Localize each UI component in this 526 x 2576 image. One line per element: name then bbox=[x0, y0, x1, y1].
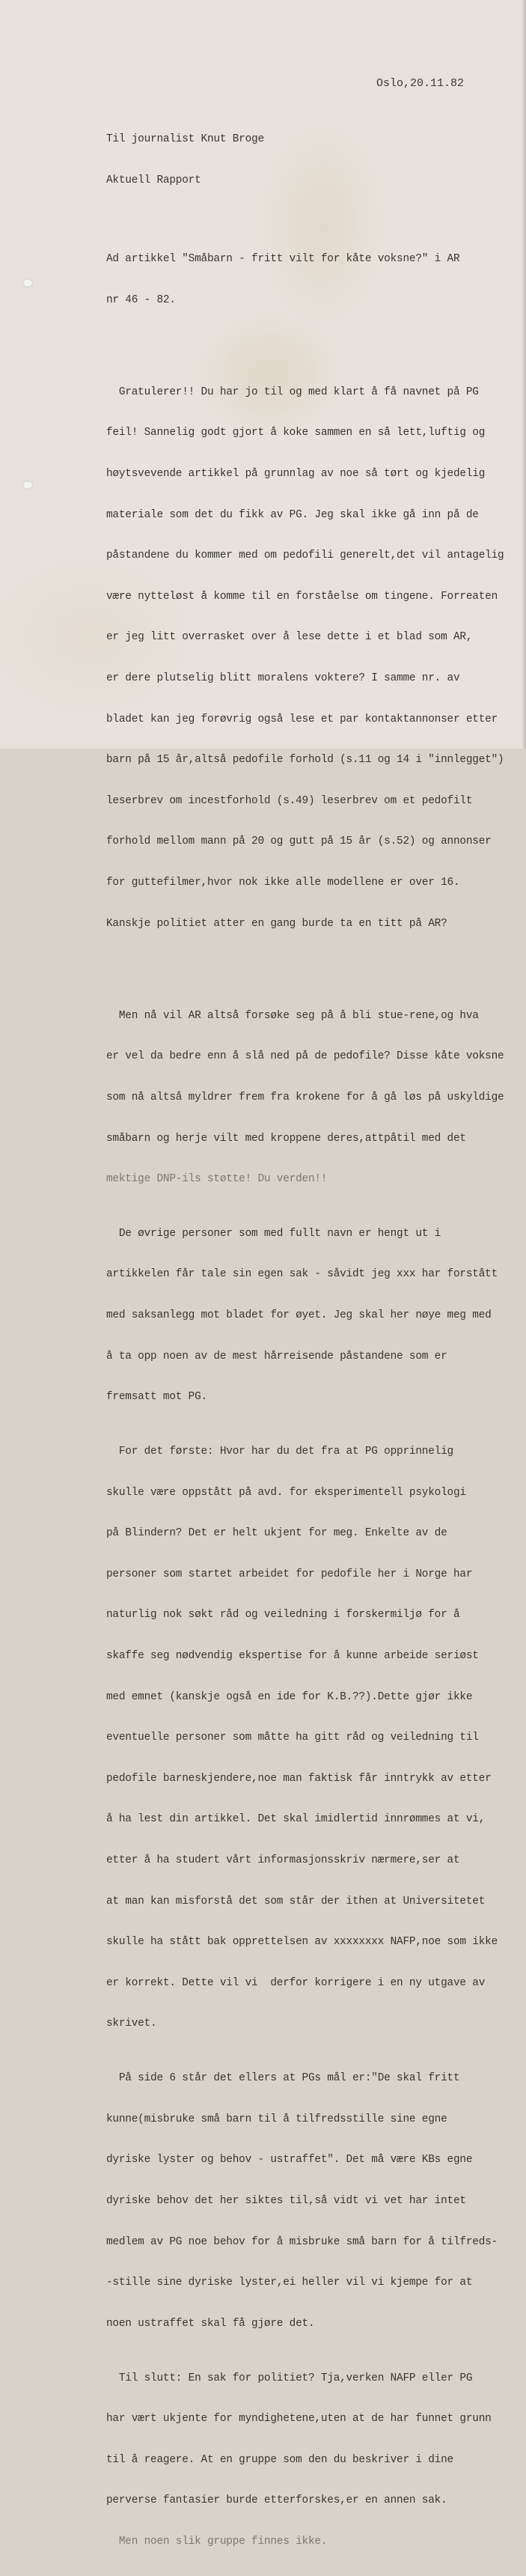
paragraph-4-line: å ha lest din artikkel. Det skal imidlertid innrømmes at vi, bbox=[106, 1813, 486, 1826]
punch-hole-icon bbox=[22, 481, 33, 490]
paragraph-4-line: er korrekt. Dette vil vi derfor korrigere i en ny utgave av bbox=[106, 1976, 486, 1989]
punch-hole-icon bbox=[22, 278, 33, 287]
paragraph-4-line: etter å ha studert vårt informasjonsskriv nærmere,ser at bbox=[106, 1854, 460, 1866]
paragraph-1-line: påstandene du kommer med om pedofili generelt,det vil antagelig bbox=[106, 549, 504, 562]
paragraph-6-line: har vært ukjente for myndighetene,uten at de har funnet grunn bbox=[106, 2413, 492, 2426]
paragraph-4-line: med emnet (kanskje også en ide for K.B.??).Dette gjør ikke bbox=[106, 1690, 473, 1703]
paragraph-4-line: at man kan misforstå det som står der ithen at Universitetet bbox=[106, 1895, 486, 1907]
page-edge-shadow bbox=[522, 0, 526, 749]
paragraph-2-line: Men nå vil AR altså forsøke seg på å bli stue-rene,og hva bbox=[106, 1009, 479, 1022]
paragraph-1-line: Kanskje politiet atter en gang burde ta en titt på AR? bbox=[106, 917, 447, 930]
paragraph-1-line: høytsvevende artikkel på grunnlag av noe så tørt og kjedelig bbox=[106, 467, 486, 480]
paragraph-2-line: mektige DNP-ils støtte! Du verden!! bbox=[106, 1173, 328, 1186]
paragraph-5-line: medlem av PG noe behov for å misbruke små barn for å tilfreds- bbox=[106, 2235, 498, 2248]
paragraph-4-line: skulle ha stått bak opprettelsen av xxxxxxxx NAFP,noe som ikke bbox=[106, 1936, 498, 1949]
paragraph-1-line: for guttefilmer,hvor nok ikke alle modellene er over 16. bbox=[106, 876, 460, 889]
paragraph-4-line: For det første: Hvor har du det fra at PG opprinnelig bbox=[106, 1446, 453, 1458]
recipient-line: Aktuell Rapport bbox=[106, 174, 201, 186]
paragraph-4-line: skrivet. bbox=[106, 2018, 157, 2030]
paragraph-6-line: Til slutt: En sak for politiet? Tja,verken NAFP eller PG bbox=[106, 2372, 473, 2384]
paragraph-3-line: De øvrige personer som med fullt navn er hengt ut i bbox=[106, 1227, 441, 1240]
paragraph-5-line: dyriske behov det her siktes til,så vidt vi vet har intet bbox=[106, 2194, 466, 2207]
paragraph-5-line: dyriske lyster og behov - ustraffet". Det må være KBs egne bbox=[106, 2154, 473, 2167]
paragraph-1-line: være nytteløst å komme til en forståelse om tingene. Forreaten bbox=[106, 590, 498, 603]
paragraph-1-line: materiale som det du fikk av PG. Jeg skal ikke gå inn på de bbox=[106, 508, 479, 521]
recipient-line: Til journalist Knut Broge bbox=[106, 133, 264, 146]
paragraph-5-line: noen ustraffet skal få gjøre det. bbox=[106, 2317, 315, 2330]
paragraph-4-line: på Blindern? Det er helt ukjent for meg. Enkelte av de bbox=[106, 1527, 447, 1540]
paragraph-1-line: er dere plutselig blitt moralens voktere? I samme nr. av bbox=[106, 672, 460, 684]
paragraph-4-line: eventuelle personer som måtte ha gitt råd og veiledning til bbox=[106, 1732, 479, 1744]
subject-line: Ad artikkel "Småbarn - fritt vilt for kåte voksne?" i AR bbox=[106, 253, 460, 265]
paragraph-3-line: å ta opp noen av de mest hårreisende påstandene som er bbox=[106, 1350, 447, 1362]
paragraph-1-line: Gratulerer!! Du har jo til og med klart å få navnet på PG bbox=[106, 386, 479, 398]
paragraph-4-line: naturlig nok søkt råd og veiledning i forskermiljø for å bbox=[106, 1609, 460, 1622]
letter-body bbox=[106, 106, 510, 2576]
paragraph-4-line: skulle være oppstått på avd. for eksperimentell psykologi bbox=[106, 1486, 466, 1499]
paragraph-6-line: perverse fantasier burde etterforskes,er en annen sak. bbox=[106, 2494, 447, 2507]
letter-date: Oslo,20.11.82 bbox=[376, 77, 465, 90]
paragraph-5-line: kunne(misbruke små barn til å tilfredsstille sine egne bbox=[106, 2113, 447, 2125]
paragraph-5-line: På side 6 står det ellers at PGs mål er:"De skal fritt bbox=[106, 2072, 460, 2085]
paragraph-1-line: forhold mellom mann på 20 og gutt på 15 år (s.52) og annonser bbox=[106, 835, 492, 848]
paragraph-4-line: skaffe seg nødvendig ekspertise for å kunne arbeide seriøst bbox=[106, 1650, 479, 1663]
paragraph-2-line: som nå altså myldrer frem fra krokene for å gå løs på uskyldige bbox=[106, 1091, 504, 1103]
paragraph-1-line: leserbrev om incestforhold (s.49) leserbrev om et pedofilt bbox=[106, 794, 473, 807]
paragraph-1-line: bladet kan jeg forøvrig også lese et par kontaktannonser etter bbox=[106, 713, 498, 725]
paragraph-3-line: artikkelen får tale sin egen sak - såvidt jeg xxx har forstått bbox=[106, 1268, 498, 1281]
paragraph-1-line: feil! Sannelig godt gjort å koke sammen en så lett,luftig og bbox=[106, 427, 486, 439]
paragraph-1-line: barn på 15 år,altså pedofile forhold (s.11 og 14 i "innlegget") bbox=[106, 754, 504, 767]
paragraph-5-line: -stille sine dyriske lyster,ei heller vil vi kjempe for at bbox=[106, 2277, 473, 2289]
paragraph-3-line: fremsatt mot PG. bbox=[106, 1391, 207, 1404]
paragraph-1-line: er jeg litt overrasket over å lese dette i et blad som AR, bbox=[106, 631, 473, 644]
paragraph-6-line: Men noen slik gruppe finnes ikke. bbox=[106, 2535, 328, 2548]
paragraph-2-line: er vel da bedre enn å slå ned på de pedofile? Disse kåte voksne bbox=[106, 1050, 504, 1063]
paragraph-6-line: til å reagere. At en gruppe som den du beskriver i dine bbox=[106, 2453, 453, 2466]
paragraph-2-line: småbarn og herje vilt med kroppene deres,attpåtil med det bbox=[106, 1132, 466, 1145]
paragraph-4-line: pedofile barneskjendere,noe man faktisk får inntrykk av etter bbox=[106, 1772, 492, 1785]
paragraph-4-line: personer som startet arbeidet for pedofile her i Norge har bbox=[106, 1568, 473, 1580]
paragraph-3-line: med saksanlegg mot bladet for øyet. Jeg skal her nøye meg med bbox=[106, 1309, 492, 1322]
subject-line: nr 46 - 82. bbox=[106, 293, 176, 306]
